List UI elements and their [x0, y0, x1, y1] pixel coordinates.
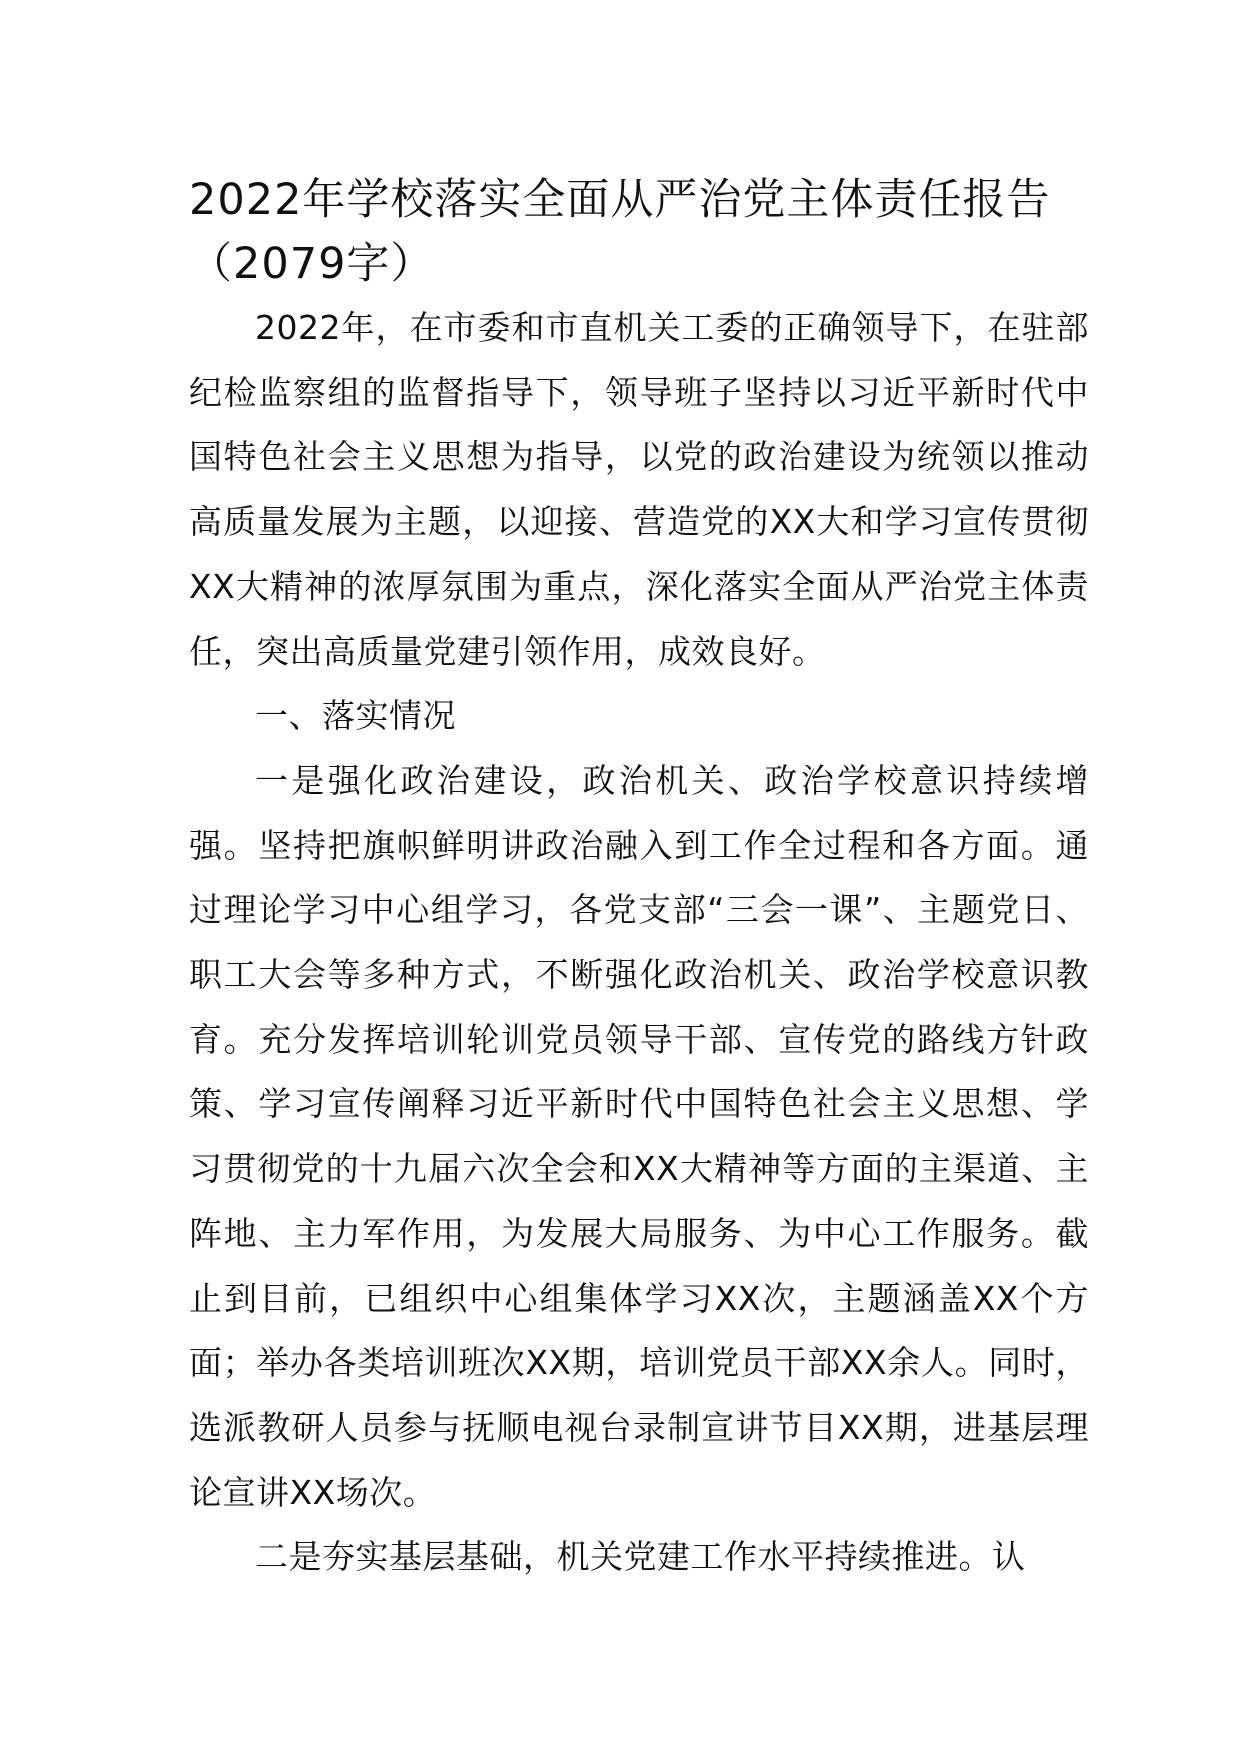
paragraph-grassroots: 二是夯实基层基础，机关党建工作水平持续推进。认	[255, 1537, 1026, 1577]
section-heading-implementation: 一、落实情况	[255, 696, 456, 736]
paragraph-political-building: 一是强化政治建设，政治机关、政治学校意识持续增强。坚持把旗帜鲜明讲政治融入到工作全过程和各方面。通过理论学习中心组学习，各党支部“三会一课”、主题党日、职工大会等多种方式，不断强化政治机关、政治学校意识教育。充分发挥培训轮训党员领导干部、宣传党的路线方针政策、学习宣传阐释习近平新时代中国特色社会主义思想、学习贯彻党的十九届六次全会和XX大精神等方面的主渠道、主阵地、主力军作用，为发展大局服务、为中心工作服务。截止到目前，已组织中心组集体学习XX次，主题涵盖XX个方面；举办各类培训班次XX期，培训党员干部XX余人。同时，选派教研人员参与抚顺电视台录制宣讲节目XX期，进基层理论宣讲XX场次。	[189, 760, 1089, 1512]
document-page	[189, 168, 1089, 1590]
paragraph-intro: 2022年，在市委和市直机关工委的正确领导下，在驻部纪检监察组的监督指导下，领导班子坚持以习近平新时代中国特色社会主义思想为指导，以党的政治建设为统领以推动高质量发展为主题，以迎接、营造党的XX大和学习宣传贯彻XX大精神的浓厚氛围为重点，深化落实全面从严治党主体责任，突出高质量党建引领作用，成效良好。	[189, 308, 1089, 671]
document-title: 2022年学校落实全面从严治党主体责任报告（2079字）	[189, 175, 1051, 289]
